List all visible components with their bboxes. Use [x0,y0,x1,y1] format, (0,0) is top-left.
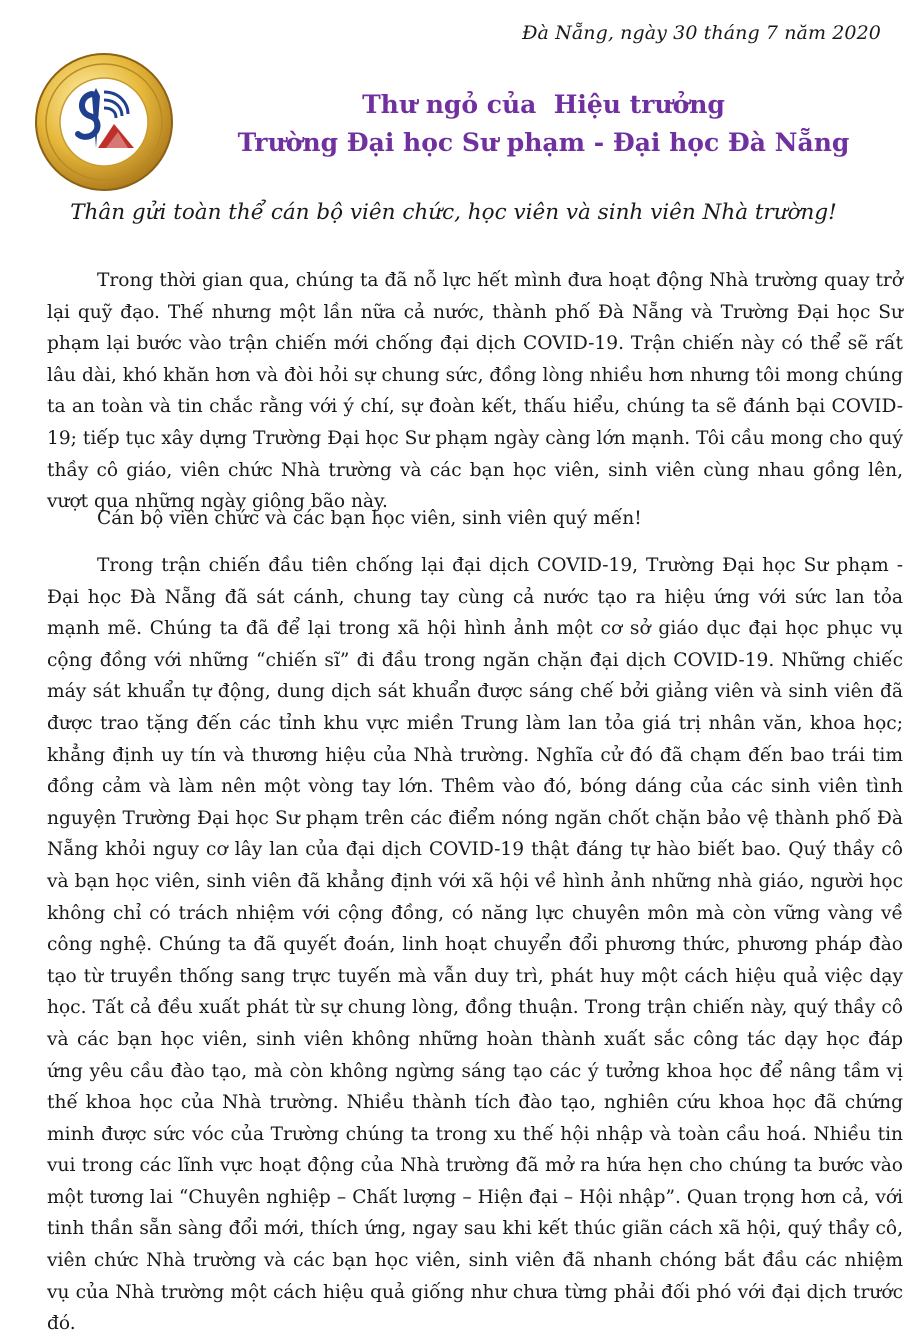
title-line-2: Trường Đại học Sư phạm - Đại học Đà Nẵng [237,128,850,157]
date-line: Đà Nẵng, ngày 30 tháng 7 năm 2020 [522,22,881,44]
body-paragraph: Trong thời gian qua, chúng ta đã nỗ lực hết mình đưa hoạt động Nhà trường quay trở lại quỹ đạo. Thế nhưng một lần nữa cả nước, thành phố Đà Nẵng và Trường Đại học Sư phạm lại bước vào trận chiến mới chống đại dịch COVID-19. Trận chiến này có thể sẽ rất lâu dài, khó khăn hơn và đòi hỏi sự chung sức, đồng lòng nhiều hơn nhưng tôi mong chúng ta an toàn và tin chắc rằng với ý chí, sự đoàn kết, thấu hiểu, chúng ta sẽ đánh bại COVID-19; tiếp tục xây dựng Trường Đại học Sư phạm ngày càng lớn mạnh. Tôi cầu mong cho quý thầy cô giáo, viên chức Nhà trường và các bạn học viên, sinh viên cùng nhau gồng lên, vượt qua những ngày giông bão này. [47,270,903,513]
greeting-line: Thân gửi toàn thể cán bộ viên chức, học viên và sinh viên Nhà trường! [70,200,837,225]
letter-title [180,86,907,162]
title-line-1: Thư ngỏ của Hiệu trưởng [362,90,725,119]
university-seal-icon [34,52,174,192]
salutation-paragraph: Cán bộ viên chức và các bạn học viên, sinh viên quý mến! [97,508,642,529]
body-paragraph: Trong trận chiến đầu tiên chống lại đại dịch COVID-19, Trường Đại học Sư phạm - Đại học Đà Nẵng đã sát cánh, chung tay cùng cả nước tạo ra hiệu ứng với sức lan tỏa mạnh mẽ. Chúng ta đã để lại trong xã hội hình ảnh một cơ sở giáo dục đại học phục vụ cộng đồng với những “chiến sĩ” đi đầu trong ngăn chặn đại dịch COVID-19. Những chiếc máy sát khuẩn tự động, dung dịch sát khuẩn được sáng chế bởi giảng viên và sinh viên đã được trao tặng đến các tỉnh khu vực miền Trung làm lan tỏa giá trị nhân văn, khoa học; khẳng định uy tín và thương hiệu của Nhà trường. Nghĩa cử đó đã chạm đến bao trái tim đồng cảm và làm nên một vòng tay lớn. Thêm vào đó, bóng dáng của các sinh viên tình nguyện Trường Đại học Sư phạm trên các điểm nóng ngăn chốt chặn bảo vệ thành phố Đà Nẵng khỏi nguy cơ lây lan của đại dịch COVID-19 thật đáng tự hào biết bao. Quý thầy cô và bạn học viên, sinh viên đã khẳng định với xã hội về hình ảnh những nhà giáo, người học không chỉ có trách nhiệm với cộng đồng, có năng lực chuyên môn mà còn vững vàng về công nghệ. Chúng ta đã quyết đoán, linh hoạt chuyển đổi phương thức, phương pháp đào tạo từ truyền thống sang trực tuyến mà vẫn duy trì, phát huy một cách hiệu quả việc dạy học. Tất cả đều xuất phát từ sự chung lòng, đồng thuận. Trong trận chiến này, quý thầy cô và các bạn học viên, sinh viên không những hoàn thành xuất sắc công tác dạy học đáp ứng yêu cầu đào tạo, mà còn không ngừng sáng tạo các ý tưởng khoa học để nâng tầm vị thế khoa học của Nhà trường. Nhiều thành tích đào tạo, nghiên cứu khoa học đã chứng minh được sức vóc của Trường chúng ta trong xu thế hội nhập và toàn cầu hoá. Nhiều tin vui trong các lĩnh vực hoạt động của Nhà trường đã mở ra hứa hẹn cho chúng ta bước vào một tương lai “Chuyên nghiệp – Chất lượng – Hiện đại – Hội nhập”. Quan trọng hơn cả, với tinh thần sẵn sàng đổi mới, thích ứng, ngay sau khi kết thúc giãn cách xã hội, quý thầy cô, viên chức Nhà trường và các bạn học viên, sinh viên đã nhanh chóng bắt đầu các nhiệm vụ của Nhà trường một cách hiệu quả giống như chưa từng phải đối phó với đại dịch trước đó. [47,555,903,1335]
